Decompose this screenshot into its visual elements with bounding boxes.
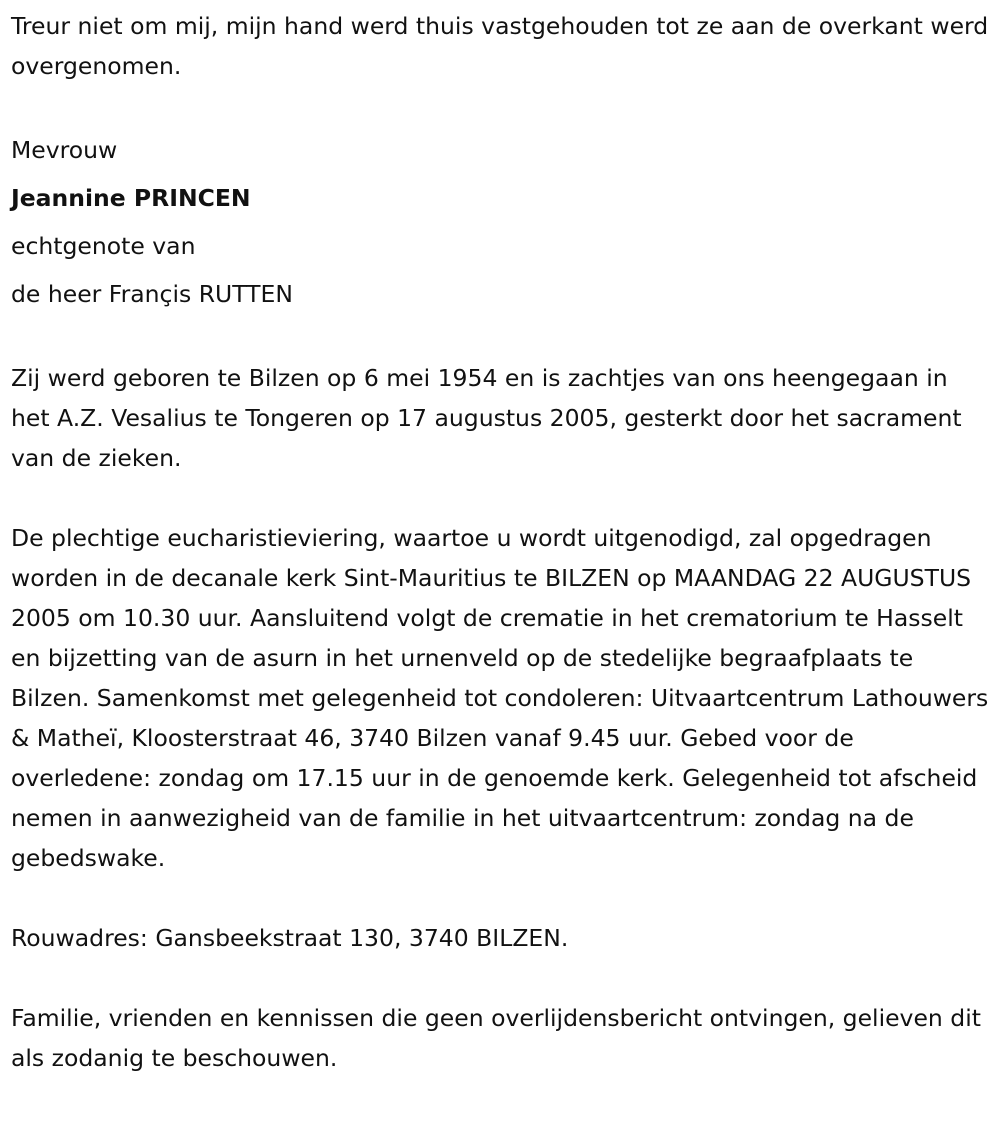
spacer: [11, 958, 990, 998]
person-title: Mevrouw: [11, 136, 118, 164]
spacer: [11, 878, 990, 918]
ceremony-paragraph: De plechtige eucharistieviering, waartoe u wordt uitgenodigd, zal opgedragen worden in de decanale kerk Sint-Mauritius te BILZEN op MAANDAG 22 AUGUSTUS 2005 om 10.30 uur. Aansluitend volgt de crematie in het crematorium te Hasselt en bijzetting van de asurn in het urnenveld op de stedelijke begraafplaats te Bilzen. Samenkomst met gelegenheid tot condoleren: Uitvaartcentrum Lathouwers & Matheï, Kloosterstraat 46, 3740 Bilzen vanaf 9.45 uur. Gebed voor de overledene: zondag om 17.15 uur in de genoemde kerk. Gelegenheid tot afscheid nemen in aanwezigheid van de familie in het uitvaartcentrum: zondag na de gebedswake.: [11, 524, 989, 872]
birth-death-paragraph: Zij werd geboren te Bilzen op 6 mei 1954 en is zachtjes van ons heengegaan in het A.Z. Vesalius te Tongeren op 17 augustus 2005, gesterkt door het sacrament van de zieken.: [11, 364, 962, 472]
spacer: [11, 86, 990, 126]
person-name: Jeannine PRINCEN: [11, 184, 251, 212]
spacer: [11, 318, 990, 358]
motto-text: Treur niet om mij, mijn hand werd thuis vastgehouden tot ze aan de overkant werd overgenomen.: [11, 12, 989, 80]
spacer: [11, 478, 990, 518]
closing-paragraph: Familie, vrienden en kennissen die geen overlijdensbericht ontvingen, gelieven dit als zodanig te beschouwen.: [11, 1004, 981, 1072]
person-relation: echtgenote van: [11, 232, 196, 260]
spouse-name: de heer Françis RUTTEN: [11, 280, 293, 308]
address-paragraph: Rouwadres: Gansbeekstraat 130, 3740 BILZEN.: [11, 924, 569, 952]
